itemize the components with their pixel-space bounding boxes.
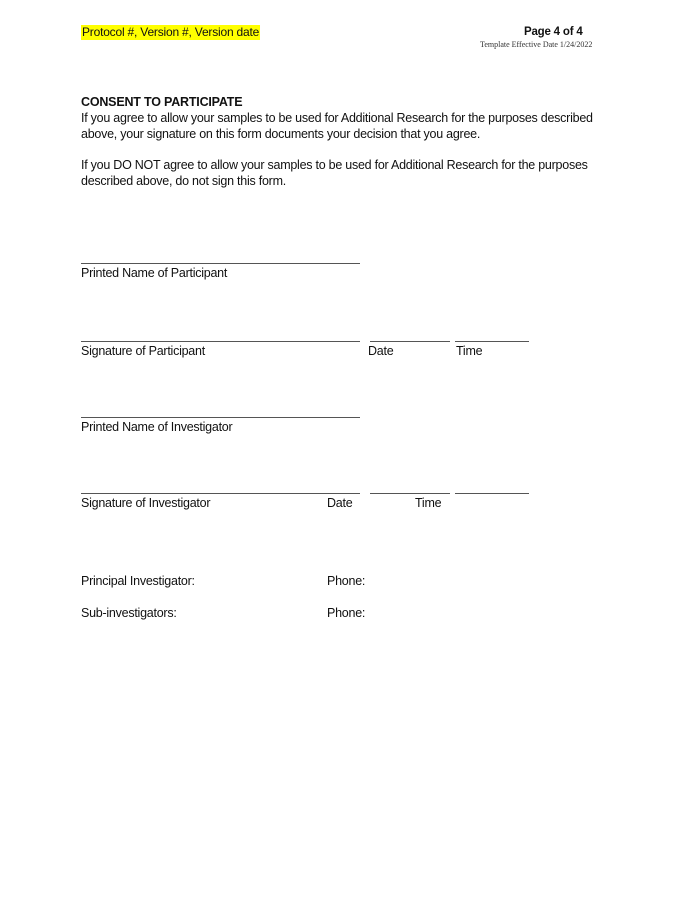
participant-signature-label: Signature of Participant — [81, 344, 205, 358]
sub-investigators-phone-label: Phone: — [327, 606, 366, 620]
investigator-time-label: Time — [415, 496, 442, 510]
investigator-date-line[interactable] — [370, 493, 450, 494]
consent-paragraph-disagree: If you DO NOT agree to allow your samples to be used for Additional Research for the purposes described above, do not sign this form. — [81, 158, 588, 188]
investigator-signature-label: Signature of Investigator — [81, 496, 211, 510]
sub-investigators-label: Sub-investigators: — [81, 606, 177, 620]
principal-investigator-phone-label: Phone: — [327, 574, 366, 588]
consent-paragraph-agree: If you agree to allow your samples to be used for Additional Research for the purposes described above, your signature on this form documents your decision that you agree. — [81, 111, 593, 141]
participant-time-label: Time — [456, 344, 483, 358]
investigator-printed-name-line[interactable] — [81, 417, 360, 418]
investigator-time-line[interactable] — [455, 493, 529, 494]
template-effective-date: Template Effective Date 1/24/2022 — [480, 40, 593, 49]
participant-date-label: Date — [368, 344, 394, 358]
investigator-signature-line[interactable] — [81, 493, 360, 494]
investigator-date-label: Date — [327, 496, 353, 510]
page-number: Page 4 of 4 — [524, 26, 583, 38]
participant-time-line[interactable] — [455, 341, 529, 342]
protocol-version-header: Protocol #, Version #, Version date — [82, 25, 260, 39]
participant-printed-name-line[interactable] — [81, 263, 360, 264]
participant-printed-name-label: Printed Name of Participant — [81, 266, 228, 280]
participant-signature-line[interactable] — [81, 341, 360, 342]
participant-date-line[interactable] — [370, 341, 450, 342]
investigator-printed-name-label: Printed Name of Investigator — [81, 420, 233, 434]
consent-heading: CONSENT TO PARTICIPATE — [81, 95, 243, 109]
principal-investigator-label: Principal Investigator: — [81, 574, 195, 588]
